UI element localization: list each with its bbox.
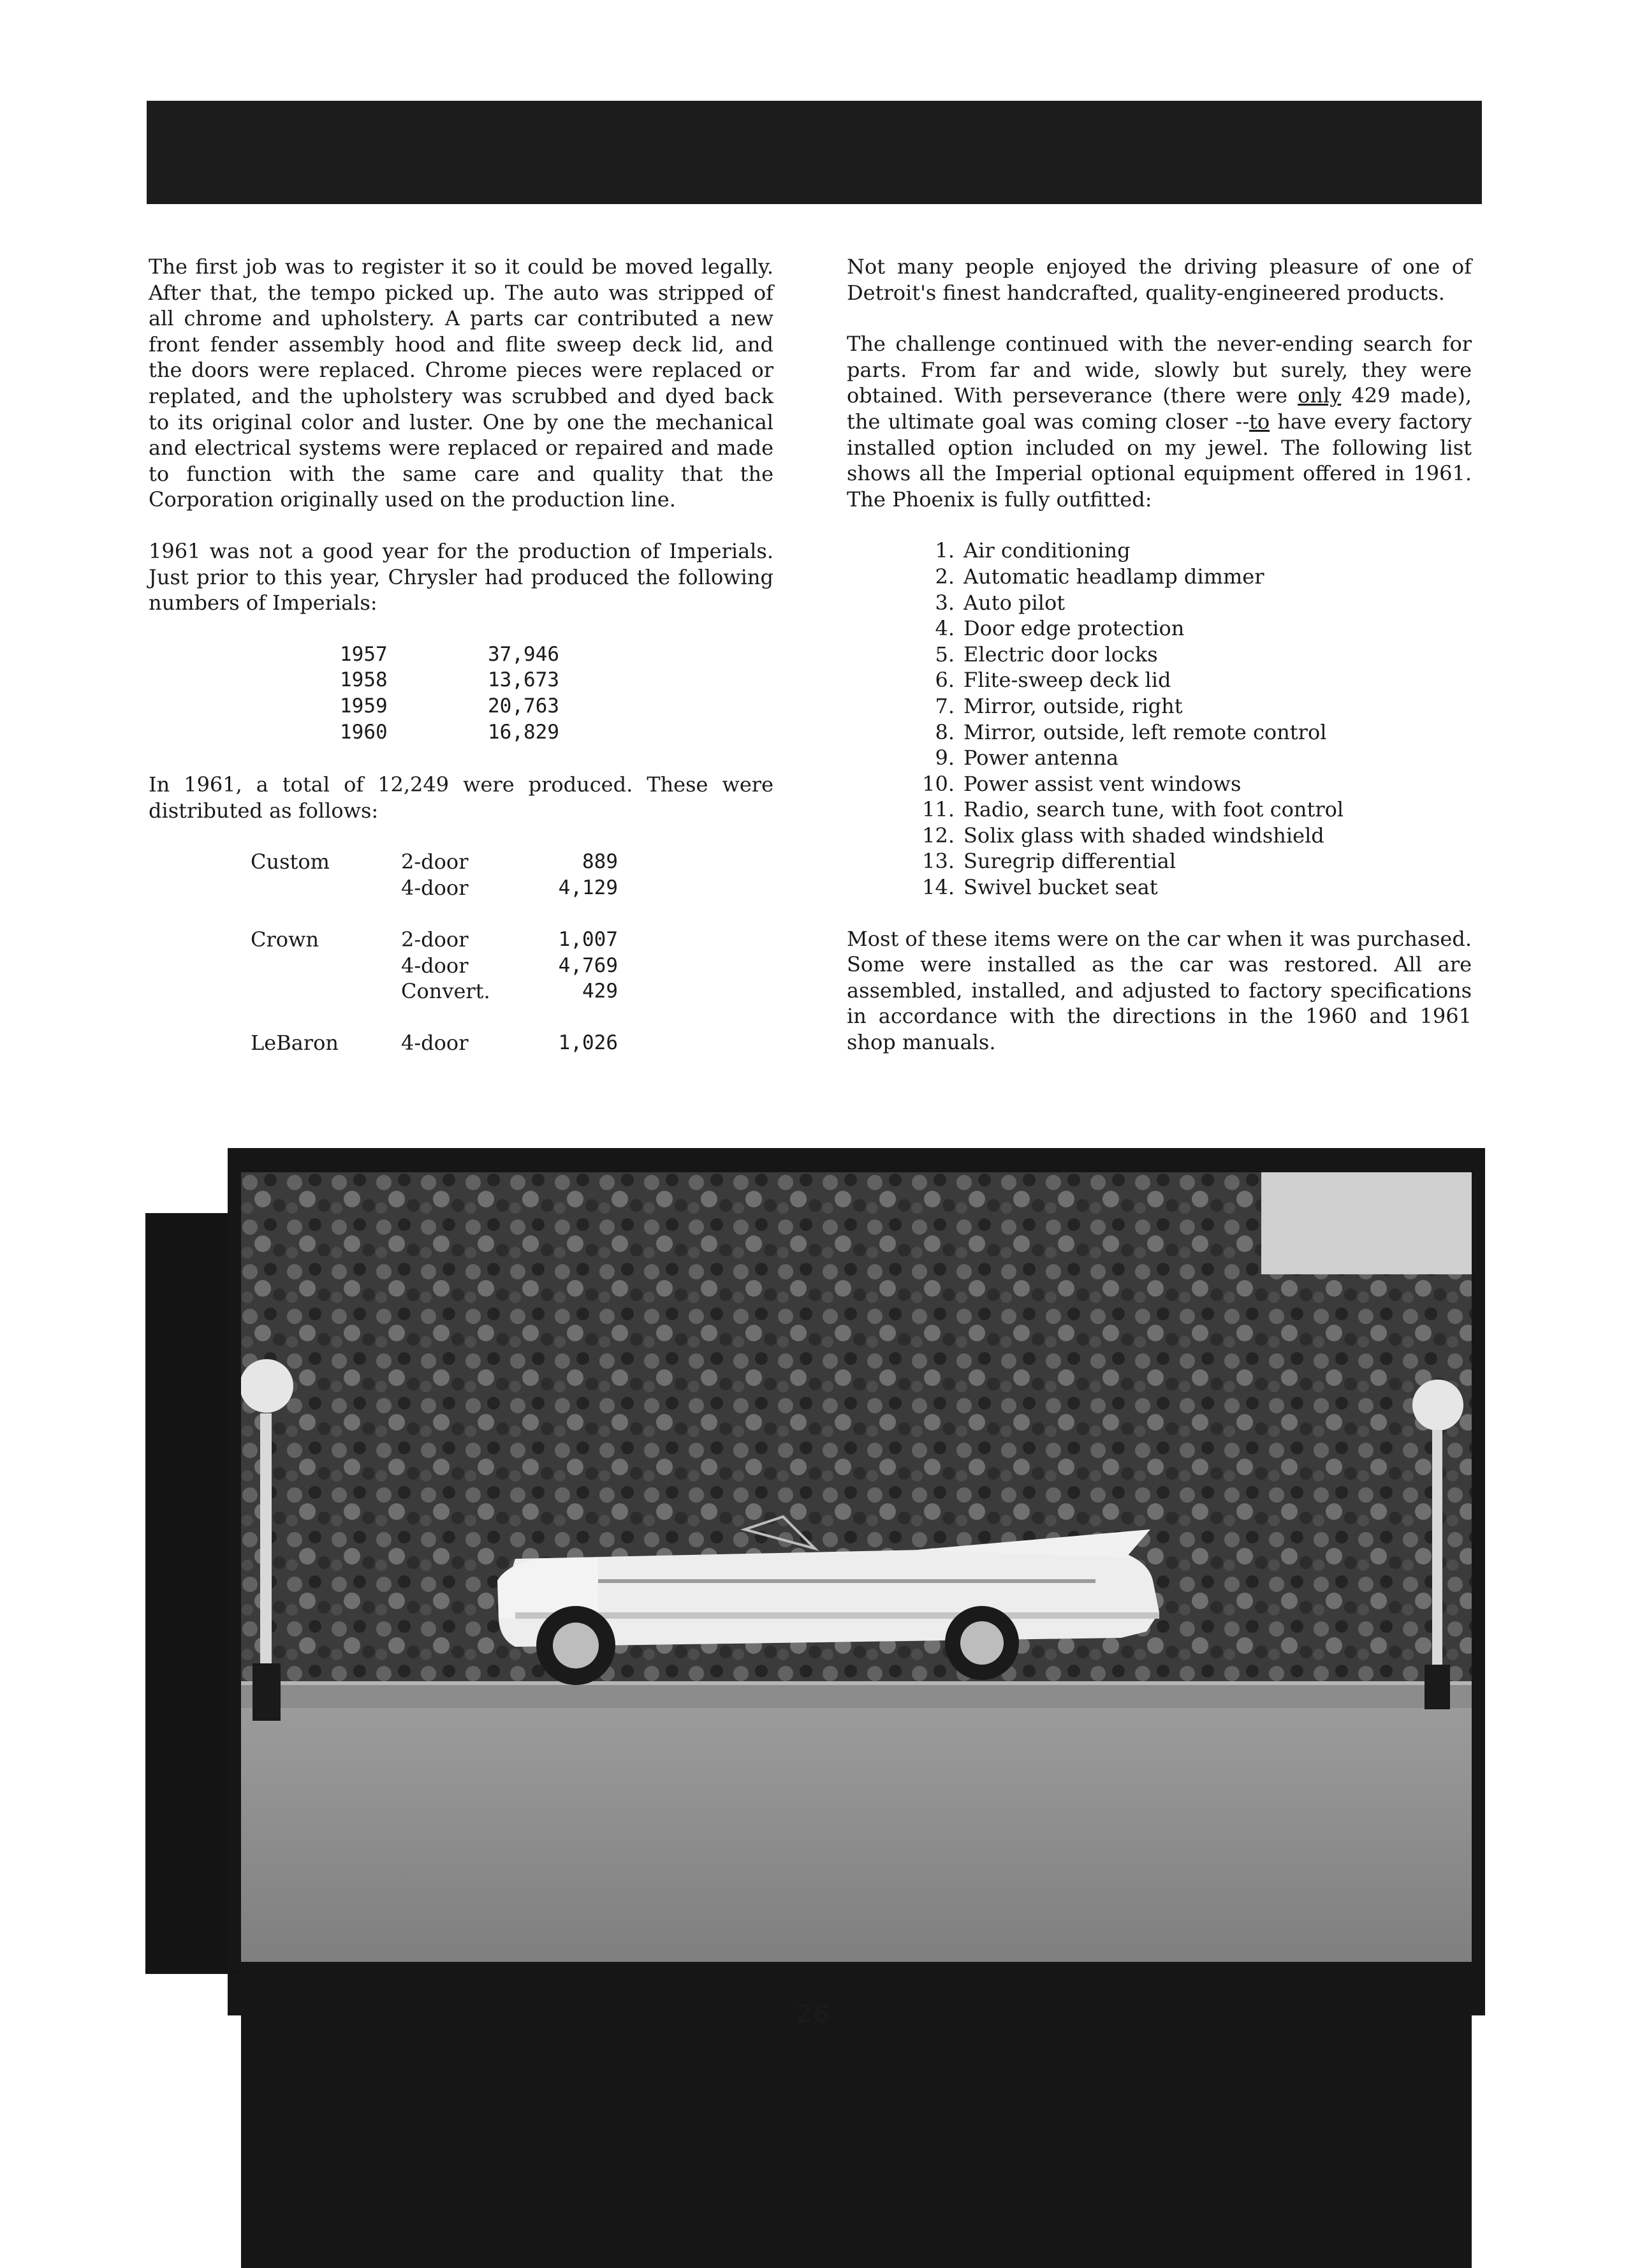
paragraph-restoration: The first job was to register it so it could be moved legally. After that, the tempo picked up. The auto was stripped of all chrome and upholstery. A parts car contributed a new front fender assembly hood and flite sweep deck lid, and the doors were replaced. Chrome pieces were replaced or replated, and the upholstery was scrubbed and dyed back to its original color and luster. One by one the mechanical and electrical systems were replaced or repaired and made to function with the same care and quality that the Corporation originally used on the production line. — [149, 254, 773, 512]
table-row: 4-door 4,769 — [401, 953, 618, 978]
paragraph-production-intro: 1961 was not a good year for the production of Imperials. Just prior to this year, Chrysler had produced the following numbers of Imperials: — [149, 538, 773, 615]
table-row: 1957 37,946 — [340, 642, 559, 666]
paragraph-driving-pleasure: Not many people enjoyed the driving pleasure of one of Detroit's finest handcrafted, quality-engineered products. — [847, 254, 1472, 305]
table-row: Convert. 429 — [401, 979, 618, 1004]
list-item: 4. Door edge protection — [935, 616, 1185, 641]
header-bar — [147, 101, 1482, 204]
options-list — [847, 538, 1472, 900]
table-row: 4-door 4,129 — [401, 875, 618, 900]
table-row: 1958 13,673 — [340, 668, 559, 692]
list-item: 13. Suregrip differential — [922, 849, 1176, 874]
production-years-table — [340, 642, 559, 745]
table-row: Custom 2-door 889 — [251, 850, 618, 874]
left-column — [149, 254, 773, 1056]
photo-picture — [241, 1172, 1472, 2268]
list-item: 6. Flite-sweep deck lid — [935, 668, 1171, 693]
table-row: Crown 2-door 1,007 — [251, 927, 618, 952]
right-column — [847, 254, 1472, 1081]
list-item: 14. Swivel bucket seat — [922, 875, 1158, 900]
table-row: 1960 16,829 — [340, 720, 559, 744]
list-item: 10. Power assist vent windows — [922, 771, 1241, 796]
paragraph-parts-search: The challenge continued with the never-ending search for parts. From far and wide, slowly but surely, they were obtained. With perseverance (there were only 429 made), the ultimate goal was coming closer --to have every factory installed option included on my jewel. The following list shows all the Imperial optional equipment offered in 1961. The Phoenix is fully outfitted: — [847, 332, 1472, 512]
list-item: 2. Automatic headlamp dimmer — [935, 564, 1264, 589]
list-item: 8. Mirror, outside, left remote control — [935, 719, 1327, 744]
list-item: 7. Mirror, outside, right — [935, 693, 1183, 718]
paragraph-distribution-intro: In 1961, a total of 12,249 were produced. These were distributed as follows: — [149, 772, 773, 823]
list-item: 9. Power antenna — [935, 746, 1119, 770]
list-item: 11. Radio, search tune, with foot control — [922, 797, 1344, 822]
list-item: 1. Air conditioning — [935, 538, 1131, 563]
page-number: 26 — [796, 2000, 830, 2028]
list-item: 3. Auto pilot — [935, 590, 1066, 615]
list-item: 12. Solix glass with shaded windshield — [922, 823, 1324, 848]
paragraph-installed-items: Most of these items were on the car when it was purchased. Some were installed as the car was restored. All are assembled, installed, and adjusted to factory specifications in accordance with the directions in the 1960 and 1961 shop manuals. — [847, 926, 1472, 1055]
list-item: 5. Electric door locks — [935, 642, 1158, 666]
table-row: LeBaron 4-door 1,026 — [251, 1031, 618, 1056]
table-row: 1959 20,763 — [340, 694, 559, 718]
distribution-table — [251, 849, 618, 1056]
